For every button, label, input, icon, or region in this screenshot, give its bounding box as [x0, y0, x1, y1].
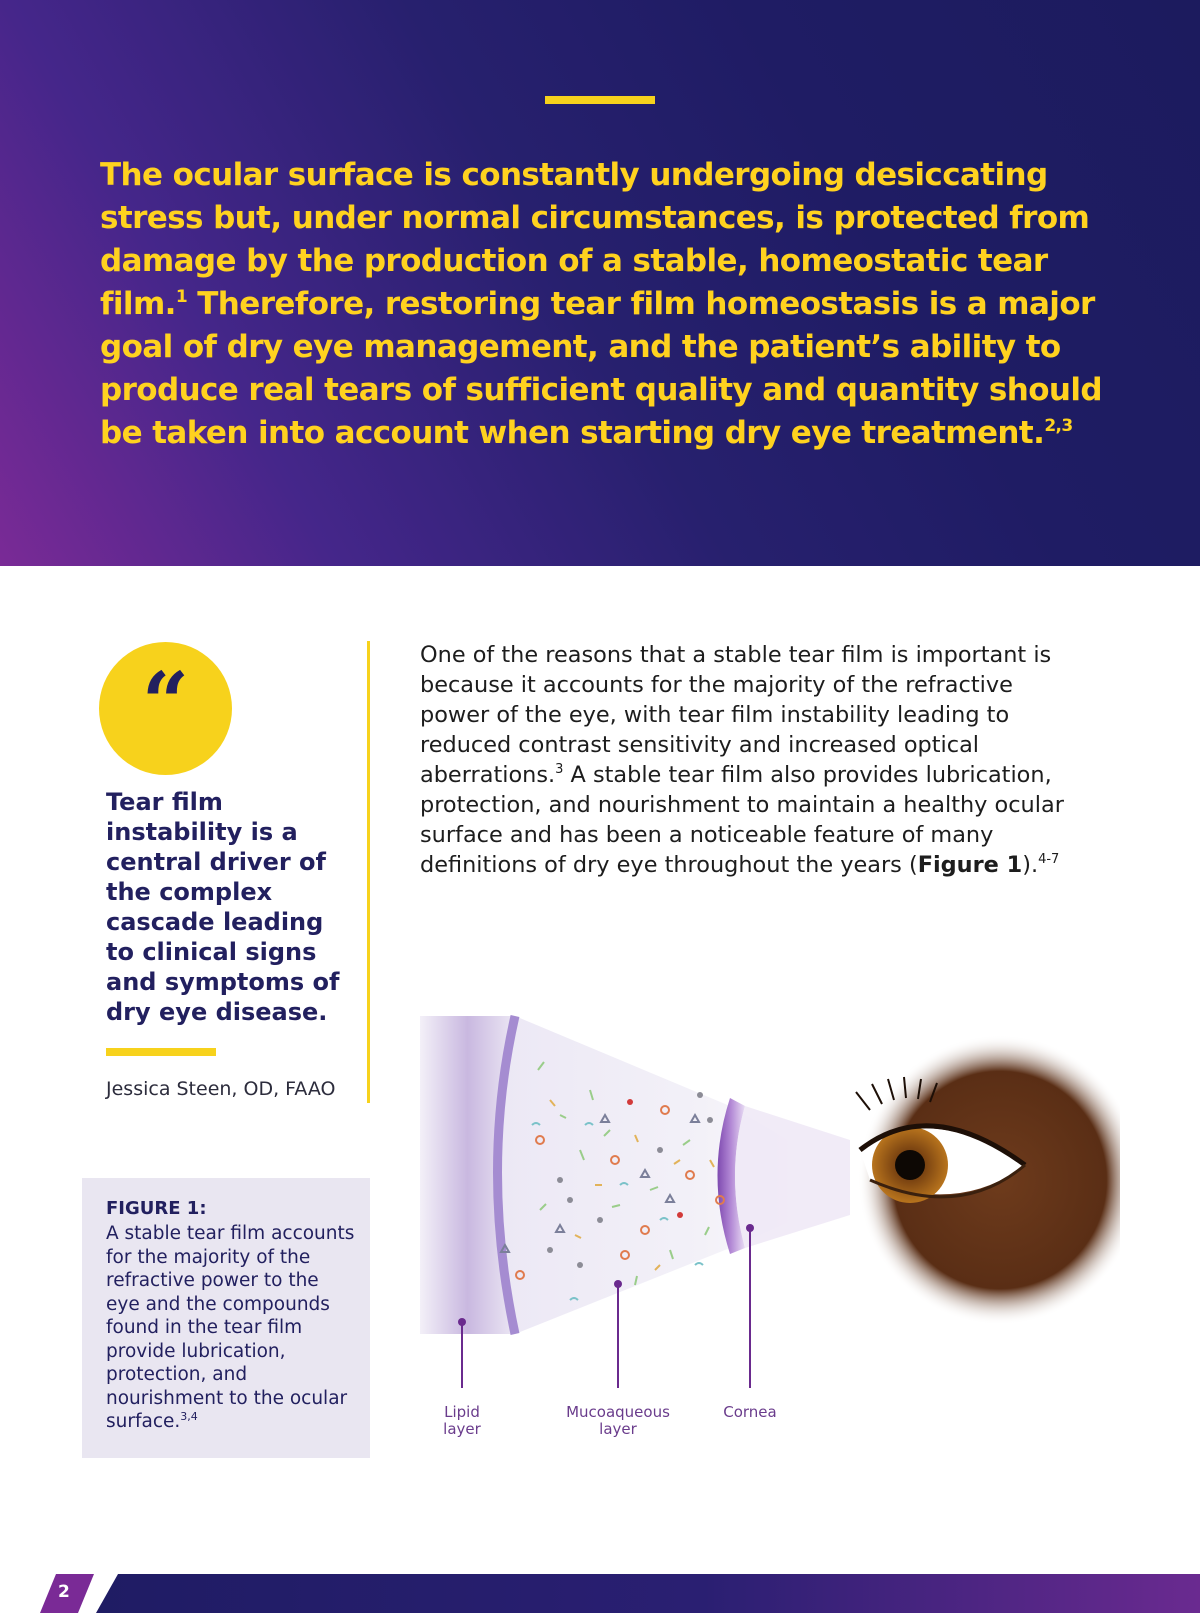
hero-ref-1: 1 — [175, 287, 188, 307]
body-ref-2: 4-7 — [1038, 852, 1060, 867]
hero-text-part2: Therefore, restoring tear film homeostasis is a major goal of dry eye management, and the patient’s ability to produce real tears of sufficient quality and quantity should be taken into account when starting dry eye treatment. — [100, 286, 1103, 451]
pupil — [895, 1150, 925, 1180]
figure-caption-box — [82, 1178, 370, 1458]
quote-author: Jessica Steen, OD, FAAO — [106, 1078, 336, 1100]
hero-text-part1: The ocular surface is constantly undergoing desiccating stress but, under normal circumstances, is protected from damage by the production of a stable, homeostatic tear film. — [100, 157, 1090, 322]
figure-caption — [106, 1222, 356, 1434]
figure-caption-text: A stable tear film accounts for the majority of the refractive power to the eye and the compounds found in the tear film provide lubrication, protection, and nourishment to the ocular surface. — [106, 1223, 355, 1432]
label-mucoaqueous-layer: Mucoaqueous layer — [566, 1403, 670, 1438]
figure-title: FIGURE 1: — [106, 1198, 207, 1219]
figure-caption-ref: 3,4 — [180, 1410, 198, 1423]
quote-icon — [99, 642, 232, 775]
eye-illustration — [856, 1035, 1120, 1325]
footer-bar — [96, 1574, 1200, 1613]
label-lipid-layer: Lipid layer — [443, 1403, 481, 1438]
hero-statement — [100, 154, 1130, 455]
body-text-part2: A stable tear film also provides lubrication, protection, and nourishment to maintain a healthy ocular surface and has been a noticeable feature of many definitions of dry eye throughout the years ( — [420, 762, 1064, 878]
body-paragraph — [420, 640, 1080, 880]
pull-quote: Tear film instability is a central driver of the complex cascade leading to clinical signs and symptoms of dry eye disease. — [106, 788, 340, 1026]
tear-film-diagram — [420, 1010, 1120, 1450]
body-ref-1: 3 — [555, 762, 564, 777]
quote-mark: “ — [141, 655, 190, 751]
body-text-part1: One of the reasons that a stable tear film is important is because it accounts for the majority of the refractive power of the eye, with tear film instability leading to reduced contrast sensitivity and increased optical aberrations. — [420, 642, 1052, 788]
figure-reference: Figure 1 — [917, 852, 1023, 878]
label-cornea: Cornea — [723, 1403, 777, 1421]
quote-accent-rule — [106, 1048, 216, 1056]
hero-ref-2: 2,3 — [1044, 416, 1073, 436]
tear-film-illustration — [420, 1010, 1120, 1450]
hero-banner — [0, 0, 1200, 566]
page-number: 2 — [58, 1582, 70, 1602]
hero-accent-rule — [545, 96, 655, 104]
vertical-divider — [367, 641, 370, 1103]
body-text-part3: ). — [1022, 852, 1039, 878]
